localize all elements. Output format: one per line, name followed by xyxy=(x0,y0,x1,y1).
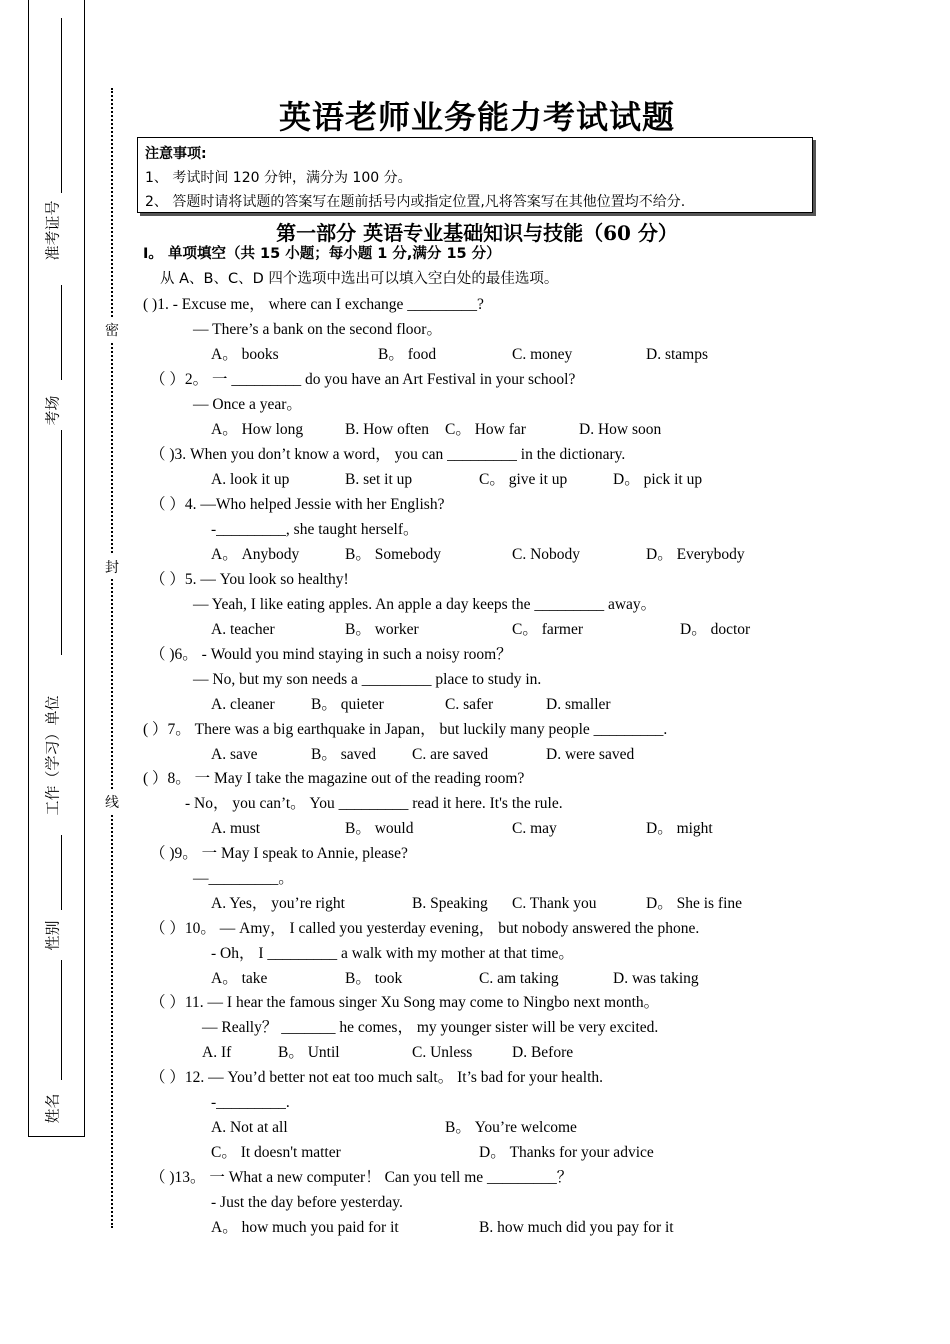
option-c: C。 give it up xyxy=(479,471,568,488)
name-label: 姓名 xyxy=(43,1093,62,1124)
option-d: D。 Everybody xyxy=(646,546,745,563)
option-c: C. are saved xyxy=(412,746,489,763)
question-stem: （ ）5. — You look so healthy! xyxy=(150,571,349,588)
option-a: A。 How long xyxy=(211,421,304,438)
option-d: D。 doctor xyxy=(680,621,751,638)
question-line: — Once a year。 xyxy=(193,396,302,413)
option-d: D。 pick it up xyxy=(613,471,703,488)
option-c: C. may xyxy=(512,820,557,837)
option-a: A。 how much you paid for it xyxy=(211,1219,399,1236)
seal-mark: 线 xyxy=(105,790,119,814)
seal-dotted-line xyxy=(111,88,113,1228)
field-line xyxy=(61,960,62,1080)
option-a: A。 books xyxy=(211,346,279,363)
question-stem: ( ）7。 There was a big earthquake in Japan， but luckily many people _________. xyxy=(143,721,668,738)
option-a: A. save xyxy=(211,746,258,763)
option-b: B. how much did you pay for it xyxy=(479,1219,674,1236)
option-d: D。 Thanks for your advice xyxy=(479,1144,654,1161)
option-a: A. look it up xyxy=(211,471,290,488)
field-line xyxy=(61,430,62,655)
option-b: B. Speaking xyxy=(412,895,488,912)
notice-item: 1、 考试时间 120 分钟，满分为 100 分。 xyxy=(145,170,412,186)
field-line xyxy=(61,835,62,910)
option-a: A. Not at all xyxy=(211,1119,288,1136)
option-c: C. am taking xyxy=(479,970,559,987)
question-stem: （ ）10。 — Amy， I called you yesterday evening， but nobody answered the phone. xyxy=(150,920,700,937)
option-a: A. teacher xyxy=(211,621,275,638)
option-d: D. stamps xyxy=(646,346,708,363)
question-line: -_________, she taught herself。 xyxy=(211,521,419,538)
section-instruction: 从 A、B、C、D 四个选项中选出可以填入空白处的最佳选项。 xyxy=(160,271,559,287)
exam-room-label: 考场 xyxy=(43,395,62,426)
field-line xyxy=(61,18,62,193)
seal-mark: 密 xyxy=(105,318,119,342)
question-line: — Yeah, I like eating apples. An apple a day keeps the _________ away。 xyxy=(193,596,657,613)
question-stem: ( )1. - Excuse me， where can I exchange _________? xyxy=(143,296,484,313)
question-stem: （ )3. When you don’t know a word， you can _________ in the dictionary. xyxy=(150,446,626,463)
option-d: D. smaller xyxy=(546,696,611,713)
option-b: B。 food xyxy=(378,346,437,363)
option-d: D。 She is fine xyxy=(646,895,743,912)
option-b: B。 You’re welcome xyxy=(445,1119,577,1136)
option-b: B. set it up xyxy=(345,471,413,488)
question-line: — There’s a bank on the second floor。 xyxy=(193,321,442,338)
option-b: B。 Somebody xyxy=(345,546,442,563)
question-line: —_________。 xyxy=(193,870,294,887)
option-b: B。 took xyxy=(345,970,403,987)
question-stem: （ )13。 一 What a new computer！ Can you tell me _________？ xyxy=(150,1169,573,1186)
option-b: B。 quieter xyxy=(311,696,384,713)
gender-label: 性别 xyxy=(43,920,62,951)
question-stem: （ )6。 - Would you mind staying in such a noisy room？ xyxy=(150,646,512,663)
question-stem: （ ）11. — I hear the famous singer Xu Song may come to Ningbo next month。 xyxy=(150,994,660,1011)
question-line: - No， you can’t。 You _________ read it here. It's the rule. xyxy=(185,795,563,812)
option-a: A. must xyxy=(211,820,261,837)
question-stem: （ ）2。 一 _________ do you have an Art Festival in your school? xyxy=(150,371,576,388)
binding-sidebar xyxy=(28,0,85,1137)
seal-mark: 封 xyxy=(105,555,119,579)
notice-item: 2、 答题时请将试题的答案写在题前括号内或指定位置,凡将答案写在其他位置均不给分. xyxy=(145,194,686,210)
option-a: A. cleaner xyxy=(211,696,275,713)
page-title: 英语老师业务能力考试试题 xyxy=(278,98,675,136)
option-b: B。 saved xyxy=(311,746,377,763)
option-c: C。 farmer xyxy=(512,621,584,638)
option-d: D. were saved xyxy=(546,746,635,763)
option-c: C. Unless xyxy=(412,1044,473,1061)
question-line: -_________. xyxy=(211,1094,290,1111)
option-b: B。 worker xyxy=(345,621,419,638)
question-stem: ( ）8。 一 May I take the magazine out of the reading room? xyxy=(143,770,525,787)
option-a: A。 take xyxy=(211,970,268,987)
question-line: — Really？ _______ he comes， my younger sister will be very excited. xyxy=(202,1019,659,1036)
exam-number-label: 准考证号 xyxy=(43,200,62,261)
question-stem: （ ）4. —Who helped Jessie with her English? xyxy=(150,496,445,513)
option-d: D. was taking xyxy=(613,970,699,987)
question-line: — No, but my son needs a _________ place to study in. xyxy=(193,671,542,688)
option-c: C。 How far xyxy=(445,421,526,438)
option-c: C。 It doesn't matter xyxy=(211,1144,341,1161)
option-c: C. safer xyxy=(445,696,494,713)
part-title: 第一部分 英语专业基础知识与技能（60 分） xyxy=(276,221,678,245)
section-heading: I。 单项填空（共 15 小题；每小题 1 分,满分 15 分） xyxy=(143,246,501,262)
option-a: A. If xyxy=(202,1044,232,1061)
question-line: - Just the day before yesterday. xyxy=(211,1194,403,1211)
option-c: C. Nobody xyxy=(512,546,581,563)
notice-heading: 注意事项: xyxy=(145,146,207,162)
notice-box xyxy=(137,137,813,213)
option-d: D. How soon xyxy=(579,421,662,438)
option-a: A。 Anybody xyxy=(211,546,300,563)
option-a: A. Yes， you’re right xyxy=(211,895,345,912)
question-line: - Oh， I _________ a walk with my mother at that time。 xyxy=(211,945,574,962)
option-d: D. Before xyxy=(512,1044,574,1061)
option-b: B。 Until xyxy=(278,1044,340,1061)
work-unit-label: 工作（学习）单位 xyxy=(43,695,62,816)
question-stem: （ )9。 一 May I speak to Annie, please? xyxy=(150,845,408,862)
option-b: B. How often xyxy=(345,421,429,438)
field-line xyxy=(61,285,62,380)
option-d: D。 might xyxy=(646,820,713,837)
question-stem: （ ）12. — You’d better not eat too much salt。 It’s bad for your health. xyxy=(150,1069,604,1086)
option-c: C. money xyxy=(512,346,573,363)
option-b: B。 would xyxy=(345,820,414,837)
option-c: C. Thank you xyxy=(512,895,597,912)
